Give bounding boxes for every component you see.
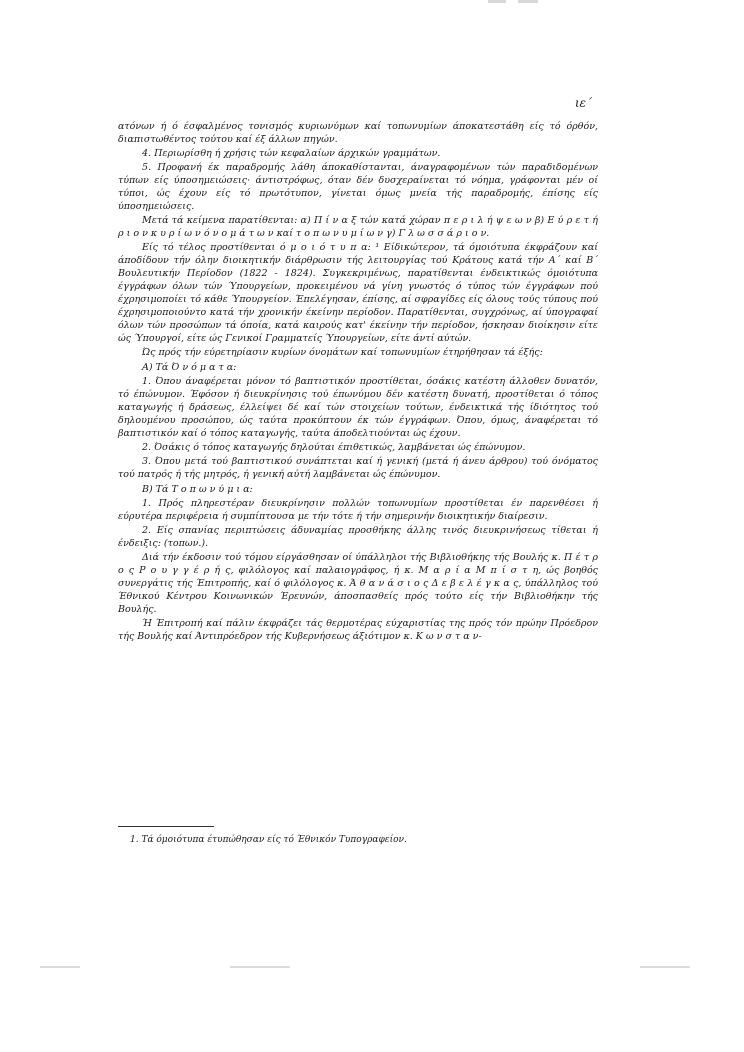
paragraph: Ή Έπιτροπή καί πάλιν έκφράζει τάς θερμοτέρας εύχαριστίας της πρός τόν πρώην Πρόεδρον τής Βουλής καί Άντιπρόεδρον τής Κυβερνήσεως άξιότιμον κ. Κ ω ν σ τ α ν- <box>118 618 598 642</box>
paragraph: Διά τήν έκδοσιν τού τόμου είργάσθησαν οί ύπάλληλοι τής Βιβλιοθήκης τής Βουλής κ. Π έ τ ρ ο ς Ρ ο υ γ γ έ ρ ή ς, φιλόλογος καί παλαιογράφος, ή κ. Μ α ρ ί α Μ π ί σ τ η, ώς βοηθός συνεργάτις τής Έπιτροπής, καί ό φιλόλογος κ. Ά θ α ν ά σ ι ο ς Δ ε β ε λ έ γ κ α ς, ύπάλληλος τού Έθνικού Κέντρου Κοινωνικών Έρευνών, άποσπασθείς πρός τούτο είς τήν Βιβλιοθήκην τής Βουλής. <box>118 552 598 615</box>
paragraph: ατόνων ή ό έσφαλμένος τονισμός κυριωνύμων καί τοπωνυμίων άποκατεστάθη είς τό όρθόν, διαπιστωθέντος τούτου καί έξ άλλων πηγών. <box>118 121 598 145</box>
section-heading-toponyms: Β) Τά Τ ο π ω ν ύ μ ι α: <box>142 484 253 495</box>
footnote: 1. Τά όμοιότυπα έτυπώθησαν είς τό Έθνικόν Τυπογραφείον. <box>130 835 407 845</box>
paragraph: Μετά τά κείμενα παρατίθενται: α) Π ί ν α ξ τών κατά χώραν π ε ρ ι λ ή ψ ε ω ν β) Ε ύ ρ ε τ ή ρ ι ο ν κ υ ρ ί ω ν ό ν ο μ ά τ ω ν καί τ ο π ω ν υ μ ί ω ν γ) Γ λ ω σ σ ά ρ ι ο ν. <box>118 215 598 239</box>
scan-artifact-bottom <box>40 966 80 968</box>
footnote-divider <box>118 826 214 827</box>
paragraph: 1. Όπου άναφέρεται μόνον τό βαπτιστικόν προστίθεται, όσάκις κατέστη άλλοθεν δυνατόν, τό έπώνυμον. Έφόσον ή διευκρίνησις τού έπωνύμου δέν κατέστη δυνατή, προστίθεται ό τόπος καταγωγής ή δράσεως, έλλείψει δέ καί τών στοιχείων τούτων, ένδεικτικά τής ίδιότητος τού δηλουμένου προσώπου, ώς ταύτα προκύπτουν έκ τών έγγράφων. Όπου, όμως, άναφέρεται τό βαπτιστικόν καί ό τόπος καταγωγής, ταύτα άποδελτιούνται ώς έχουν. <box>118 376 598 439</box>
body-text <box>118 120 598 644</box>
paragraph: 1. Πρός πληρεστέραν διευκρίνησιν πολλών τοπωνυμίων προστίθεται έν παρενθέσει ή εύρυτέρα περιφέρεια ή συμπίπτουσα με τήν τότε ή τήν σημερινήν διοικητικήν διαίρεσιν. <box>118 498 598 522</box>
paragraph: Ώς πρός τήν εύρετηρίασιν κυρίων όνομάτων καί τοπωνυμίων έτηρήθησαν τά έξής: <box>142 347 543 358</box>
paragraph: 3. Όπου μετά τού βαπτιστικού συνάπτεται καί ή γενική (μετά ή άνευ άρθρου) τού όνόματος τού πατρός ή τής μητρός, ή γενική αύτή λαμβάνεται ώς έπώνυμον. <box>118 456 598 480</box>
section-heading-names: Α) Τά Ό ν ό μ α τ α: <box>142 362 237 373</box>
scan-artifact-bottom <box>230 966 290 968</box>
scan-artifact-bottom <box>640 966 690 968</box>
page-number: ιε΄ <box>574 96 592 110</box>
scan-artifact-top-left <box>488 0 506 3</box>
paragraph: 2. Είς σπανίας περιπτώσεις άδυναμίας προσθήκης άλλης τινός διευκρινήσεως τίθεται ή ένδειξις: (τοπων.). <box>118 525 598 549</box>
paragraph: Είς τό τέλος προστίθενται ό μ ο ι ό τ υ π α: ¹ Είδικώτερον, τά όμοιότυπα έκφράζουν καί άποδίδουν τήν όλην διοικητικήν διάρθρωσιν τής λειτουργίας τού Κράτους κατά τήν Α΄ καί Β΄ Βουλευτικήν Περίοδον (1822 - 1824). Συγκεκριμένως, παρατίθενται ένδεικτικώς όμοιότυπα έγγράφων όλων τών Ύπουργείων, προκειμένου νά γίνη γνωστός ό τύπος τών έγγράφων πού έχρησιμοποίει τό κάθε Ύπουργείον. Έπελέγησαν, έπίσης, αί σφραγίδες είς όλους τούς τύπους πού έχρησιμοποιούντο κατά τήν χρονικήν έκείνην περίοδον. Παρατίθενται, συγχρόνως, αί ύπογραφαί όλων τών προσώπων τά όποία, κατά καιρούς κατ' έκείνην τήν περίοδον, ήσκησαν διοίκησιν είτε ώς Ύπουργοί, είτε ώς Γενικοί Γραμματείς Ύπουργείων, είτε άντί αύτών. <box>118 242 598 344</box>
scan-artifact-top-right <box>518 0 538 3</box>
paragraph: 2. Όσάκις ό τόπος καταγωγής δηλούται έπιθετικώς, λαμβάνεται ώς έπώνυμον. <box>142 442 526 453</box>
paragraph: 5. Προφανή έκ παραδρομής λάθη άποκαθίστανται, άναγραφομένων τών παραδιδομένων τύπων είς ύποσημειώσεις· άντιστρόφως, όταν δέν δυσχεραίνεται τό νόημα, γράφονται μέν οί τύποι, ώς έχουν είς τό πρωτότυπον, γίνεται όμως μνεία τής παραδρομής, έπίσης είς ύποσημειώσεις. <box>118 162 598 212</box>
paragraph: 4. Περιωρίσθη ή χρήσις τών κεφαλαίων άρχικών γραμμάτων. <box>142 148 441 159</box>
